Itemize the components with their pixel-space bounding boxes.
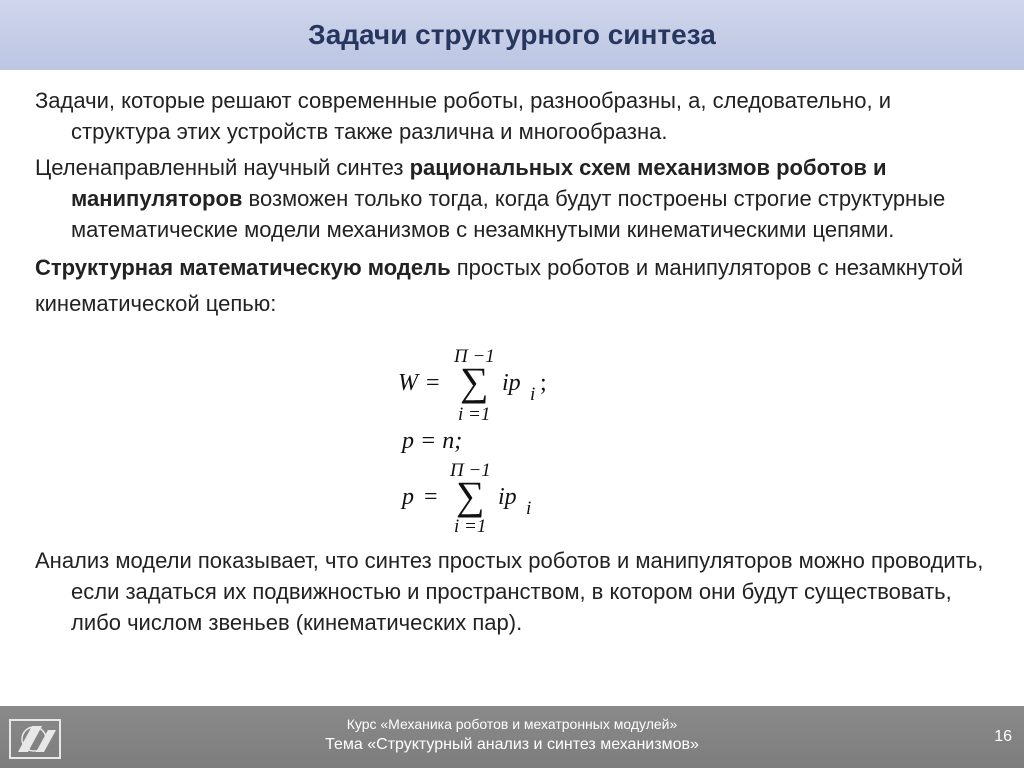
p3-after: простых роботов и манипуляторов с незамкнутой кинематической цепью: bbox=[35, 255, 964, 316]
f3-lower: i =1 bbox=[454, 516, 487, 537]
footer-topic: Тема «Структурный анализ и синтез механизмов» bbox=[325, 736, 699, 753]
footer bbox=[0, 706, 1024, 768]
f1-eq: = bbox=[426, 370, 440, 396]
f3-lhs: p bbox=[402, 484, 414, 510]
p2-bold: рациональных схем механизмов роботов и манипуляторов bbox=[71, 155, 887, 211]
f3-upper: П −1 bbox=[450, 460, 491, 481]
f1-tail: ; bbox=[540, 370, 547, 396]
paragraph-4: Анализ модели показывает, что синтез простых роботов и манипуляторов можно проводить, если задаться их подвижностью и пространством, в котором они будут существовать, либо числом звеньев (кинематических пар). bbox=[35, 548, 984, 635]
slide-title: Задачи структурного синтеза bbox=[308, 19, 716, 50]
title-bar bbox=[0, 0, 1024, 70]
formula-3 bbox=[402, 460, 542, 540]
f1-lower: i =1 bbox=[458, 404, 491, 425]
paragraph-3 bbox=[35, 250, 985, 322]
f3-eq: = bbox=[424, 484, 438, 510]
f3-sub: i bbox=[526, 498, 532, 519]
f1-upper: П −1 bbox=[454, 346, 495, 367]
f1-lhs: W bbox=[398, 370, 418, 396]
p2-after: возможен только тогда, когда будут построены строгие структурные математические модели механизмов с незамкнутыми кинематическими цепями. bbox=[71, 186, 946, 242]
paragraph-2 bbox=[35, 152, 985, 245]
paragraph-1: Задачи, которые решают современные роботы, разнообразны, а, следовательно, и структура этих устройств также различна и многообразна. bbox=[35, 88, 892, 144]
f1-term: ip bbox=[502, 370, 521, 396]
footer-course: Курс «Механика роботов и мехатронных модулей» bbox=[346, 716, 678, 732]
slide-body bbox=[35, 85, 985, 327]
f3-sigma-icon: ∑ bbox=[456, 473, 485, 518]
f1-sigma-icon: ∑ bbox=[460, 359, 489, 404]
page-number: 16 bbox=[994, 728, 1012, 745]
slide-body-lower bbox=[35, 545, 985, 643]
p2-before: Целенаправленный научный синтез bbox=[35, 155, 410, 180]
formula-1 bbox=[398, 346, 558, 426]
f1-sub: i bbox=[530, 384, 536, 405]
formula-2: p = n; bbox=[402, 428, 463, 454]
f3-term: ip bbox=[498, 484, 517, 510]
p3-bold: Структурная математическую модель bbox=[35, 255, 451, 280]
